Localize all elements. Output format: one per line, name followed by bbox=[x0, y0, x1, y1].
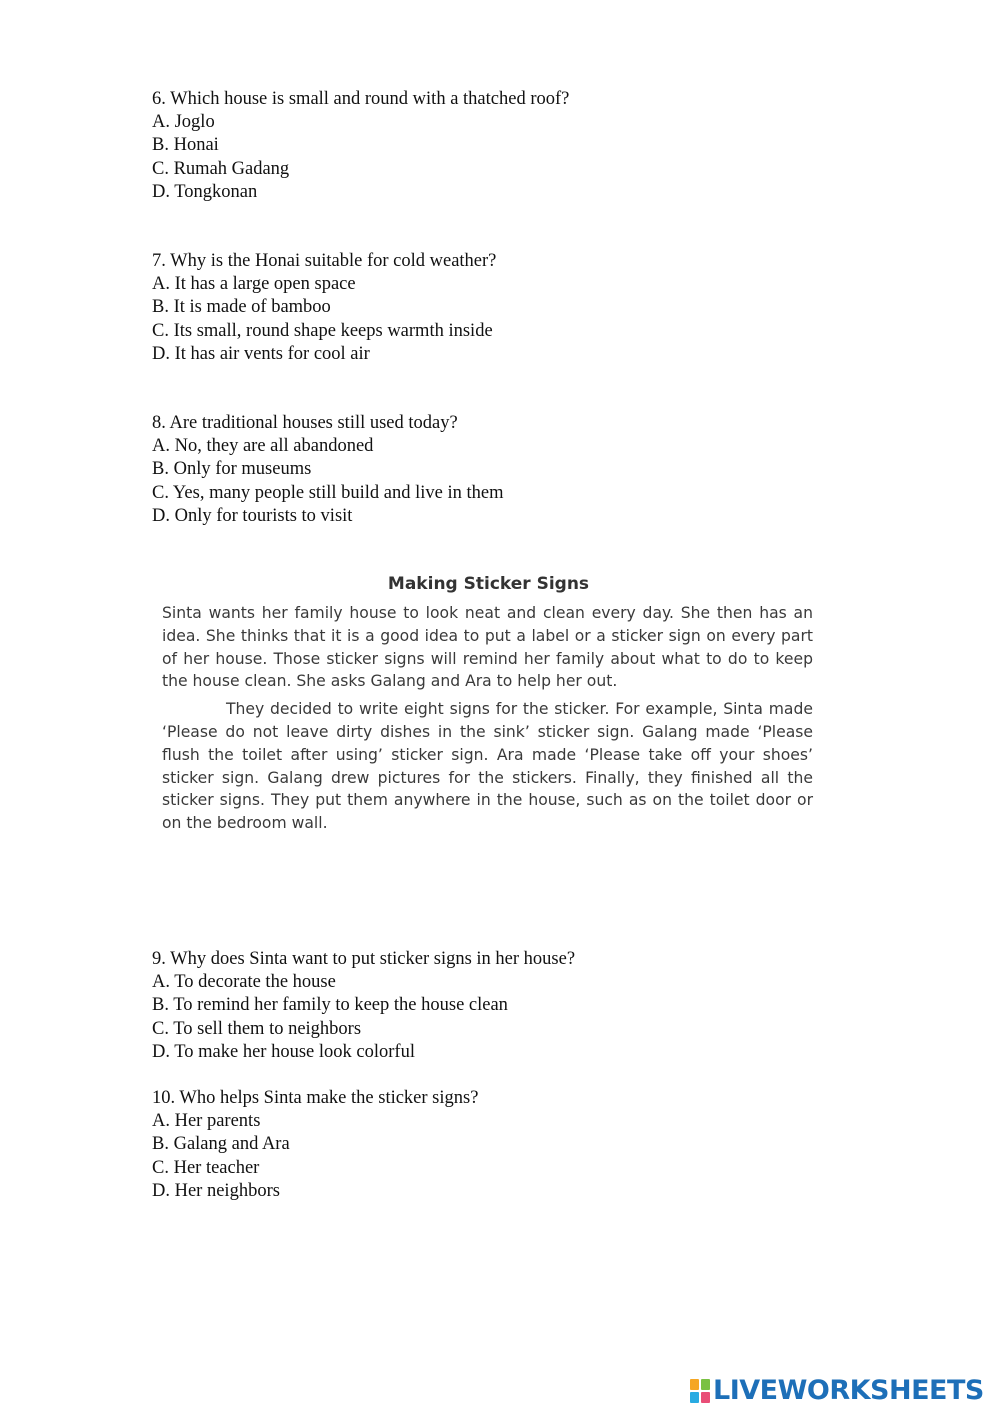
liveworksheets-logo bbox=[690, 1376, 984, 1406]
question-text: 9. Why does Sinta want to put sticker signs in her house? bbox=[152, 949, 576, 969]
option-c[interactable]: C. To sell them to neighbors bbox=[152, 1018, 362, 1039]
option-b[interactable]: B. Only for museums bbox=[152, 459, 312, 480]
option-c[interactable]: C. Her teacher bbox=[152, 1157, 260, 1178]
option-b[interactable]: B. Honai bbox=[152, 135, 219, 156]
question-8 bbox=[152, 412, 912, 528]
logo-text: LIVEWORKSHEETS bbox=[713, 1375, 984, 1406]
option-a[interactable]: A. It has a large open space bbox=[152, 274, 356, 295]
option-d[interactable]: D. Her neighbors bbox=[152, 1180, 280, 1201]
option-a[interactable]: A. To decorate the house bbox=[152, 972, 336, 993]
logo-mark-square bbox=[690, 1379, 699, 1390]
option-d[interactable]: D. It has air vents for cool air bbox=[152, 343, 370, 364]
option-c[interactable]: C. Its small, round shape keeps warmth inside bbox=[152, 320, 493, 341]
option-b[interactable]: B. To remind her family to keep the house clean bbox=[152, 995, 508, 1016]
reading-passage bbox=[162, 570, 813, 835]
option-a[interactable]: A. Her parents bbox=[152, 1111, 261, 1132]
logo-mark-square bbox=[701, 1379, 710, 1390]
question-text: 6. Which house is small and round with a thatched roof? bbox=[152, 89, 570, 109]
option-a[interactable]: A. No, they are all abandoned bbox=[152, 436, 374, 457]
reading-title: Making Sticker Signs bbox=[387, 574, 590, 594]
option-d[interactable]: D. To make her house look colorful bbox=[152, 1041, 415, 1062]
question-6 bbox=[152, 88, 912, 204]
option-b[interactable]: B. Galang and Ara bbox=[152, 1134, 290, 1155]
logo-mark-square bbox=[701, 1392, 710, 1403]
option-c[interactable]: C. Yes, many people still build and live in them bbox=[152, 482, 504, 503]
question-text: 10. Who helps Sinta make the sticker signs? bbox=[152, 1088, 479, 1108]
question-9 bbox=[152, 948, 912, 1064]
option-a[interactable]: A. Joglo bbox=[152, 112, 215, 133]
option-b[interactable]: B. It is made of bamboo bbox=[152, 297, 331, 318]
question-text: 7. Why is the Honai suitable for cold weather? bbox=[152, 251, 497, 271]
logo-mark-icon bbox=[690, 1379, 710, 1403]
question-text: 8. Are traditional houses still used today? bbox=[152, 413, 458, 433]
logo-mark-square bbox=[690, 1392, 699, 1403]
option-d[interactable]: D. Tongkonan bbox=[152, 181, 258, 202]
option-d[interactable]: D. Only for tourists to visit bbox=[152, 505, 353, 526]
question-7 bbox=[152, 250, 912, 366]
reading-paragraph-2: They decided to write eight signs for the sticker. For example, Sinta made ‘Please do not leave dirty dishes in the sink’ sticker sign. Galang made ‘Please flush the toilet after using’ sticker sign. Ara made ‘Please take off your shoes’ sticker sign. Galang drew pictures for the stickers. Finally, they finished all the sticker signs. They put them anywhere in the house, such as on the toilet door or on the bedroom wall. bbox=[162, 700, 813, 833]
reading-paragraph-1: Sinta wants her family house to look neat and clean every day. She then has an idea. She thinks that it is a good idea to put a label or a sticker sign on every part of her house. Those sticker signs will remind her family about what to do to keep the house clean. She asks Galang and Ara to help her out. bbox=[162, 604, 813, 691]
question-10 bbox=[152, 1087, 912, 1203]
option-c[interactable]: C. Rumah Gadang bbox=[152, 158, 290, 179]
